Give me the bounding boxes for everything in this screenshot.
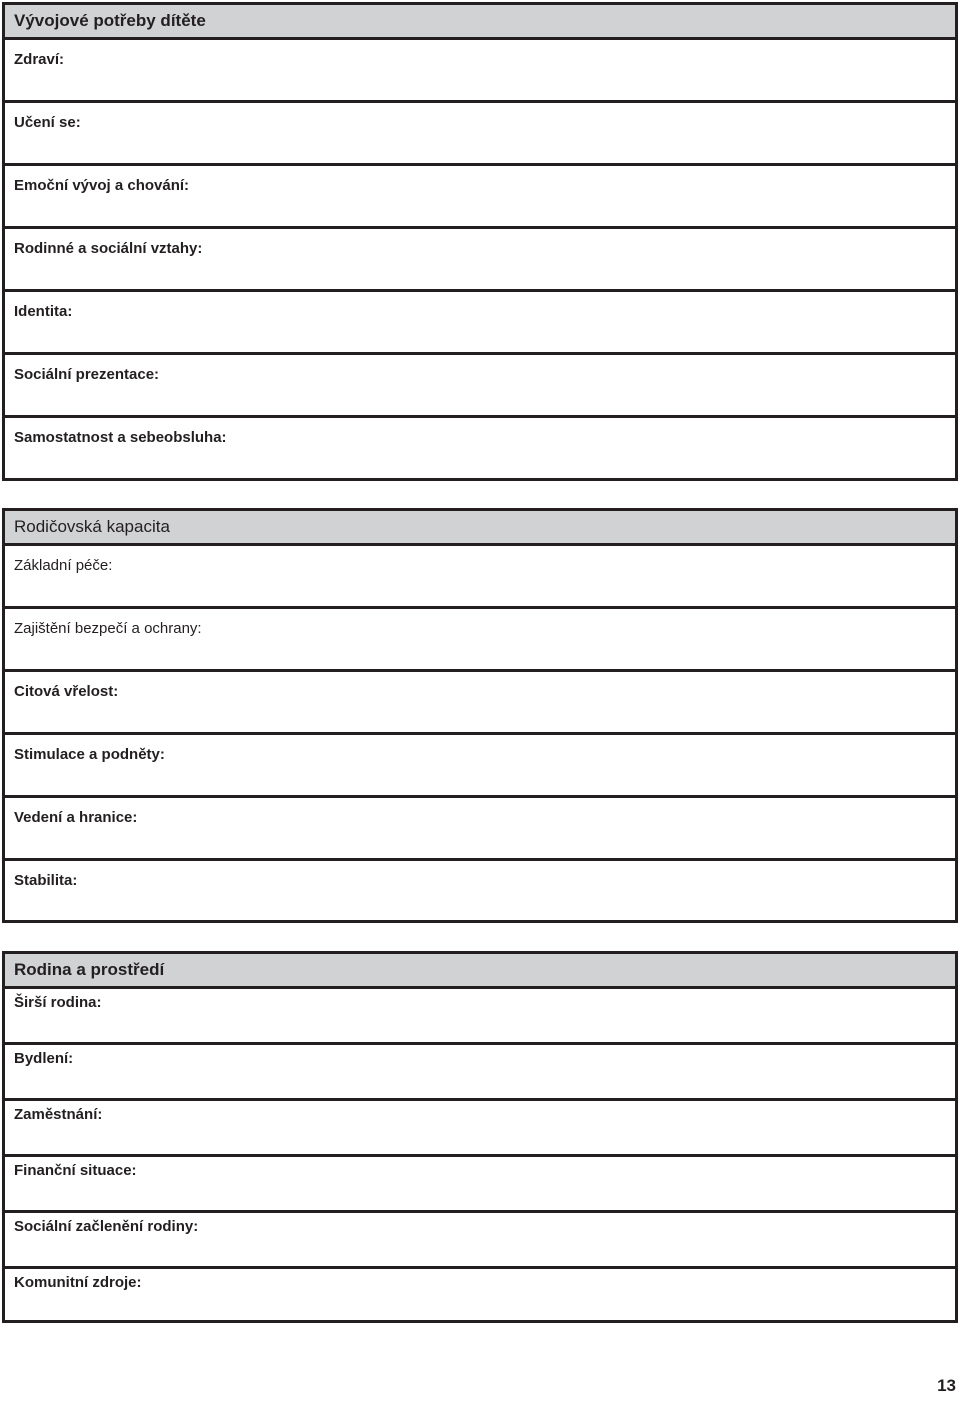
field-label: Zdraví: xyxy=(14,51,65,68)
field-stability[interactable] xyxy=(5,861,955,922)
field-safety[interactable] xyxy=(5,609,955,672)
field-label: Vedení a hranice: xyxy=(14,809,138,826)
field-guidance-boundaries[interactable] xyxy=(5,798,955,861)
field-label: Širší rodina: xyxy=(14,994,102,1011)
field-learning[interactable] xyxy=(5,103,955,166)
field-wider-family[interactable] xyxy=(5,989,955,1045)
field-label: Finanční situace: xyxy=(14,1162,137,1179)
section-title: Rodina a prostředí xyxy=(5,954,955,989)
field-housing[interactable] xyxy=(5,1045,955,1101)
field-label: Sociální prezentace: xyxy=(14,366,160,383)
field-emotional-development[interactable] xyxy=(5,166,955,229)
field-label: Citová vřelost: xyxy=(14,683,119,700)
field-label: Sociální začlenění rodiny: xyxy=(14,1218,199,1235)
field-employment[interactable] xyxy=(5,1101,955,1157)
field-financial-situation[interactable] xyxy=(5,1157,955,1213)
field-self-care[interactable] xyxy=(5,418,955,480)
field-emotional-warmth[interactable] xyxy=(5,672,955,735)
field-social-presentation[interactable] xyxy=(5,355,955,418)
field-label: Základní péče: xyxy=(14,557,113,574)
field-label: Emoční vývoj a chování: xyxy=(14,177,190,194)
field-label: Zajištění bezpečí a ochrany: xyxy=(14,620,202,637)
section-title: Vývojové potřeby dítěte xyxy=(5,5,955,40)
field-label: Komunitní zdroje: xyxy=(14,1274,142,1291)
field-label: Učení se: xyxy=(14,114,81,131)
field-label: Identita: xyxy=(14,303,73,320)
field-label: Rodinné a sociální vztahy: xyxy=(14,240,203,257)
field-label: Samostatnost a sebeobsluha: xyxy=(14,429,227,446)
field-label: Stimulace a podněty: xyxy=(14,746,165,763)
field-family-social-relations[interactable] xyxy=(5,229,955,292)
field-basic-care[interactable] xyxy=(5,546,955,609)
field-label: Bydlení: xyxy=(14,1050,74,1067)
field-identity[interactable] xyxy=(5,292,955,355)
section-family-environment xyxy=(2,951,958,1323)
field-label: Stabilita: xyxy=(14,872,78,889)
field-health[interactable] xyxy=(5,40,955,103)
field-label: Zaměstnání: xyxy=(14,1106,103,1123)
section-parenting-capacity xyxy=(2,508,958,923)
field-community-resources[interactable] xyxy=(5,1269,955,1324)
page-number: 13 xyxy=(937,1376,956,1395)
section-child-developmental-needs xyxy=(2,2,958,481)
field-stimulation[interactable] xyxy=(5,735,955,798)
field-social-integration[interactable] xyxy=(5,1213,955,1269)
section-title: Rodičovská kapacita xyxy=(5,511,955,546)
